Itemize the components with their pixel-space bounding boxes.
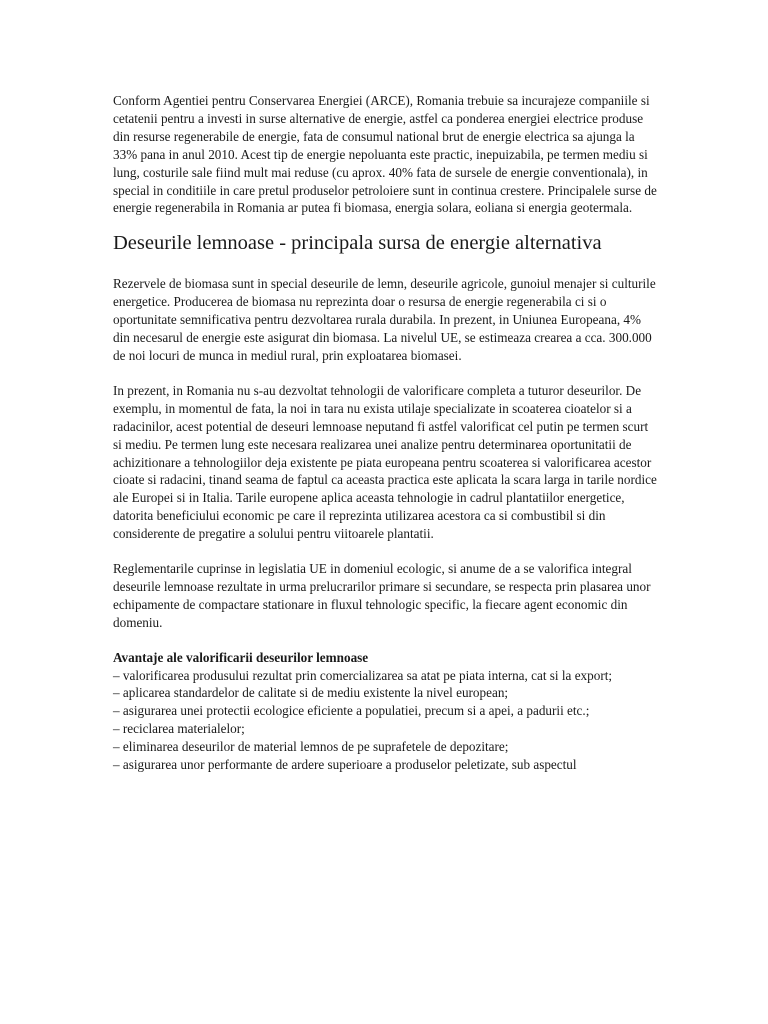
intro-paragraph: Conform Agentiei pentru Conservarea Energiei (ARCE), Romania trebuie sa incurajeze companiile si cetatenii pentru a investi in surse alternative de energie, astfel ca ponderea energiei electrice produse din resurse regenerabile de energie, fata de consumul national brut de energie electrica sa ajunga la 33% pana in anul 2010. Acest tip de energie nepoluanta este practic, inepuizabila, pe termen mediu si lung, costurile sale fiind mult mai reduse (cu aprox. 40% fata de sursele de energie conventionala), in special in conditiile in care pretul produselor petroloiere sunt in continua crestere. Principalele surse de energie regenerabila in Romania ar putea fi biomasa, energia solara, eoliana si energia geotermala.	[113, 93, 657, 216]
list-item: – asigurarea unor performante de ardere superioare a produselor peletizate, sub aspectul	[113, 757, 577, 773]
section-heading: Deseurile lemnoase - principala sursa de energie alternativa	[113, 232, 602, 255]
document-page	[113, 92, 658, 774]
biomass-paragraph: Rezervele de biomasa sunt in special deseurile de lemn, deseurile agricole, gunoiul menajer si culturile energetice. Producerea de biomasa nu reprezinta doar o resursa de energie regenerabila ci si o oportunitate semnificativa pentru dezvoltarea rurala durabila. In prezent, in Uniunea Europeana, 4% din necesarul de energie este asigurat din biomasa. La nivelul UE, se estimeaza crearea a cca. 300.000 de noi locuri de munca in mediul rural, prin exploatarea biomasei.	[113, 276, 656, 363]
list-item: – valorificarea produsului rezultat prin comercializarea sa atat pe piata interna, cat si la export;	[113, 667, 613, 683]
list-item: – reciclarea materialelor;	[113, 721, 245, 737]
list-item: – asigurarea unei protectii ecologice eficiente a populatiei, precum si a apei, a padurii etc.;	[113, 703, 590, 719]
advantages-list	[113, 667, 658, 774]
eu-regulations-paragraph: Reglementarile cuprinse in legislatia UE in domeniul ecologic, si anume de a se valorifica integral deseurile lemnoase rezultate in urma prelucrarilor primare si secundare, se respecta prin plasarea unor echipamente de compactare stationare in fluxul tehnologic specific, la fiecare agent economic din domeniu.	[113, 561, 651, 630]
list-item: – aplicarea standardelor de calitate si de mediu existente la nivel european;	[113, 685, 509, 701]
romania-technology-paragraph: In prezent, in Romania nu s-au dezvoltat tehnologii de valorificare completa a tuturor deseurilor. De exemplu, in momentul de fata, la noi in tara nu exista utilaje specializate in scoaterea cioatelor si a radacinilor, acest potential de deseuri lemnoase neputand fi astfel valorificat cel putin pe termen scurt si mediu. Pe termen lung este necesara realizarea unei analize pentru determinarea oportunitatii de achizitionare a tehnologiilor deja existente pe piata europeana pentru scoaterea si valorificarea acestor cioate si radacini, tinand seama de faptul ca aceasta practica este aplicata la scara larga in tarile nordice ale Europei si in Italia. Tarile europene aplica aceasta tehnologie in cadrul plantatiilor energetice, datorita beneficiului economic pe care il reprezinta utilizarea acestora ca si combustibil si din considerente de pregatire a solului pentru viitoarele plantatii.	[113, 382, 657, 542]
list-item: – eliminarea deseurilor de material lemnos de pe suprafetele de depozitare;	[113, 739, 509, 755]
advantages-title: Avantaje ale valorificarii deseurilor lemnoase	[113, 649, 369, 665]
